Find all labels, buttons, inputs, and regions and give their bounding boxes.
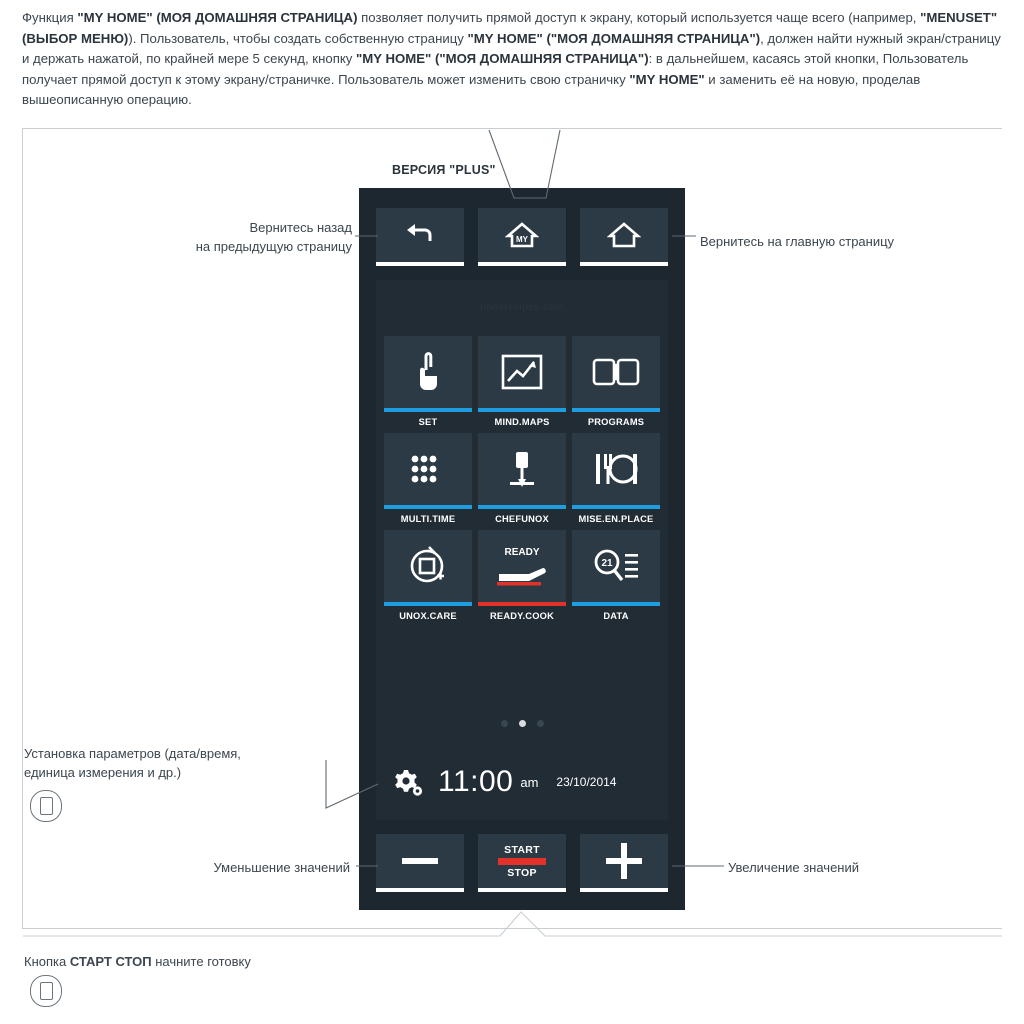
page-indicator[interactable] [376,720,668,727]
care-cycle-icon [407,546,449,586]
watermark: unoxrecipes.com [480,302,564,313]
ready-hand-icon [493,544,551,588]
gear-icon [390,766,424,798]
multi-dots-icon [407,452,449,486]
tile-mise-en-place[interactable] [572,433,660,524]
start-label: START [504,843,540,856]
home-my-icon [505,221,539,249]
device-screen [376,280,668,820]
tile-ready-cook-box[interactable] [478,530,566,606]
svg-text:MY: MY [516,235,528,244]
callout-back [112,218,352,256]
callout-plus: Увеличение значений [728,860,860,875]
my-home-button[interactable] [478,208,566,266]
callout-back-line1: Вернитесь назад [249,220,352,235]
callout-params [24,744,314,782]
clock-date: 23/10/2014 [556,775,617,789]
tile-unox-care[interactable] [384,530,472,621]
home-button[interactable] [580,208,668,266]
bottom-divider [22,928,1002,929]
navigation-row [376,208,668,266]
tile-ready-cook[interactable] [478,530,566,621]
tile-label: MISE.EN.PLACE [578,514,654,524]
minus-icon [402,858,438,864]
callout-params-line1: Установка параметров (дата/время, [24,746,241,761]
back-button[interactable] [376,208,464,266]
start-stop-button[interactable] [478,834,566,892]
svg-text:READY: READY [504,547,540,558]
stop-label: STOP [507,866,537,879]
settings-button[interactable] [376,766,438,798]
cutlery-plate-icon [593,450,639,488]
tile-label: MULTI.TIME [400,514,456,524]
tile-set[interactable] [384,336,472,427]
clock-ampm: am [520,774,539,790]
intro-divider [22,128,1002,129]
book-open-icon [592,355,640,389]
tile-data-box[interactable] [572,530,660,606]
tile-label: READY.COOK [490,611,554,621]
mobile-app-icon [30,975,62,1007]
tile-unox-care-box[interactable] [384,530,472,606]
status-bar [376,758,668,806]
intro-paragraph: Функция "MY HOME" (МОЯ ДОМАШНЯЯ СТРАНИЦА) позволяет получить прямой доступ к экрану, который используется чаще всего (например, "MENUSET" (ВЫБОР МЕНЮ)). Пользователь, чтобы создать собственную страницу "MY HOME" ("МОЯ ДОМАШНЯЯ СТРАНИЦА"), должен найти нужный экран/страницу и держать нажатой, по крайней мере 5 секунд, кнопку "MY HOME" ("МОЯ ДОМАШНЯЯ СТРАНИЦА"): в дальнейшем, касаясь этой кнопки, Пользователь получает прямой доступ к этому экрану/страничке. Пользователь может изменить свою страничку "MY HOME" и заменить её на новую, проделав вышеописанную операцию. [22,10,1001,107]
tile-chefunox-box[interactable] [478,433,566,509]
probe-icon [505,449,539,489]
tile-label: SET [418,417,438,427]
tile-mind-maps-box[interactable] [478,336,566,412]
callout-home: Вернитесь на главную страницу [700,234,895,249]
plus-icon [606,843,642,879]
tile-multi-time[interactable] [384,433,472,524]
control-row [376,834,668,892]
version-label: ВЕРСИЯ "PLUS" [392,163,496,177]
svg-text:21: 21 [601,558,613,569]
tile-mise-en-place-box[interactable] [572,433,660,509]
back-arrow-icon [405,222,435,248]
tile-programs-box[interactable] [572,336,660,412]
tile-set-box[interactable] [384,336,472,412]
left-divider [22,128,23,928]
tile-chefunox[interactable] [478,433,566,524]
page-dot[interactable] [537,720,544,727]
decrease-button[interactable] [376,834,464,892]
clock-time: 11:00 [438,765,514,798]
tile-grid [384,336,660,621]
callout-start-stop: Кнопка СТАРТ СТОП начните готовку [24,954,251,969]
start-stop-indicator [498,858,546,865]
tile-label: CHEFUNOX [495,514,549,524]
mobile-app-icon [30,790,62,822]
tile-mind-maps[interactable] [478,336,566,427]
callout-back-line2: на предыдущую страницу [195,239,352,254]
data-search-icon [592,547,640,585]
callout-params-line2: единица измерения и др.) [24,765,182,780]
increase-button[interactable] [580,834,668,892]
tile-data[interactable] [572,530,660,621]
tile-programs[interactable] [572,336,660,427]
tile-label: DATA [603,611,629,621]
page-dot[interactable] [501,720,508,727]
device-panel [359,188,685,910]
callout-minus: Уменьшение значений [213,860,350,875]
home-icon [607,221,641,249]
tile-label: MIND.MAPS [494,417,550,427]
tile-label: UNOX.CARE [399,611,457,621]
hand-touch-icon [413,352,443,392]
tile-multi-time-box[interactable] [384,433,472,509]
tile-label: PROGRAMS [587,417,645,427]
chart-line-icon [500,353,544,391]
page-dot-active[interactable] [519,720,526,727]
